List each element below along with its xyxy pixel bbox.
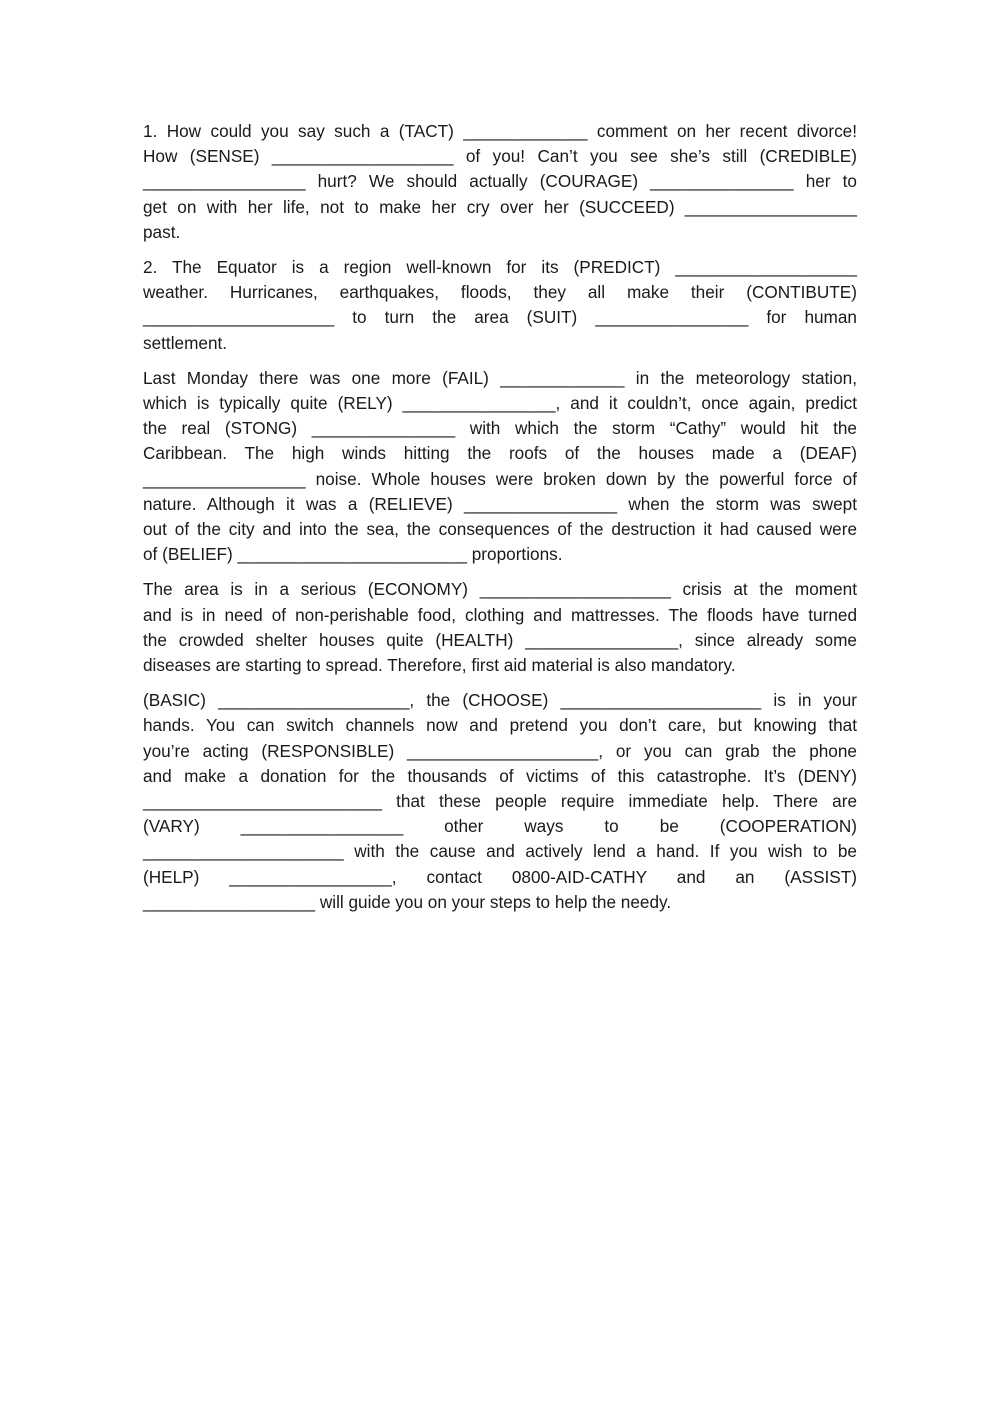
paragraph-line: _____________________ with the cause and actively lend a hand. If you wish to be (143, 841, 857, 862)
paragraph-line: How (SENSE) ___________________ of you! Can’t you see she’s still (CREDIBLE) (143, 146, 857, 167)
paragraph-line: Caribbean. The high winds hitting the roofs of the houses made a (DEAF) (143, 443, 857, 464)
paragraph-line: (VARY) _________________ other ways to be (COOPERATION) (143, 816, 857, 837)
paragraph-line: The area is in a serious (ECONOMY) ____________________ crisis at the moment (143, 579, 857, 600)
paragraph-line: _________________________ that these people require immediate help. There are (143, 791, 857, 812)
paragraph-3 (143, 366, 857, 568)
paragraph-line: settlement. (143, 332, 228, 353)
paragraph-line: (HELP) _________________, contact 0800-AID-CATHY and an (ASSIST) (143, 866, 857, 887)
paragraph-line: 1. How could you say such a (TACT) _____________ comment on her recent divorce! (143, 121, 857, 141)
paragraph-line: ____________________ to turn the area (SUIT) ________________ for human (143, 307, 857, 328)
paragraph-line: hands. You can switch channels now and pretend you don’t care, but knowing that (143, 715, 857, 736)
paragraph-line: and make a donation for the thousands of victims of this catastrophe. It’s (DENY) (143, 765, 857, 786)
paragraph-4 (143, 577, 857, 678)
paragraph-line: diseases are starting to spread. Therefore, first aid material is also mandatory. (143, 655, 736, 676)
paragraph-line: _________________ noise. Whole houses were broken down by the powerful force of (143, 468, 857, 489)
paragraph-line: (BASIC) ____________________, the (CHOOSE) _____________________ is in your (143, 690, 857, 711)
paragraph-line: you’re acting (RESPONSIBLE) ____________________, or you can grab the phone (143, 740, 857, 761)
paragraph-line: Last Monday there was one more (FAIL) _____________ in the meteorology station, (143, 367, 857, 388)
paragraph-5 (143, 688, 857, 915)
paragraph-line: out of the city and into the sea, the consequences of the destruction it had caused were (143, 519, 857, 540)
paragraph-line: 2. The Equator is a region well-known for its (PREDICT) ___________________ (143, 257, 857, 278)
paragraph-line: _________________ hurt? We should actually (COURAGE) _______________ her to (143, 171, 857, 192)
paragraph-line: of (BELIEF) ________________________ proportions. (143, 544, 563, 565)
paragraph-line: the real (STONG) _______________ with which the storm “Cathy” would hit the (143, 418, 857, 439)
paragraph-line: __________________ will guide you on your steps to help the needy. (143, 891, 672, 912)
worksheet-body (143, 119, 857, 925)
paragraph-line: weather. Hurricanes, earthquakes, floods, they all make their (CONTIBUTE) (143, 282, 857, 303)
paragraph-line: and is in need of non-perishable food, clothing and mattresses. The floods have turned (143, 604, 857, 625)
paragraph-line: which is typically quite (RELY) ________________, and it couldn’t, once again, predict (143, 393, 857, 414)
paragraph-line: the crowded shelter houses quite (HEALTH) ________________, since already some (143, 629, 857, 650)
paragraph-line: get on with her life, not to make her cry over her (SUCCEED) __________________ (143, 196, 857, 217)
paragraph-line: past. (143, 221, 181, 242)
paragraph-line: nature. Although it was a (RELIEVE) ________________ when the storm was swept (143, 493, 857, 514)
paragraph-2 (143, 255, 857, 356)
paragraph-1 (143, 119, 857, 245)
